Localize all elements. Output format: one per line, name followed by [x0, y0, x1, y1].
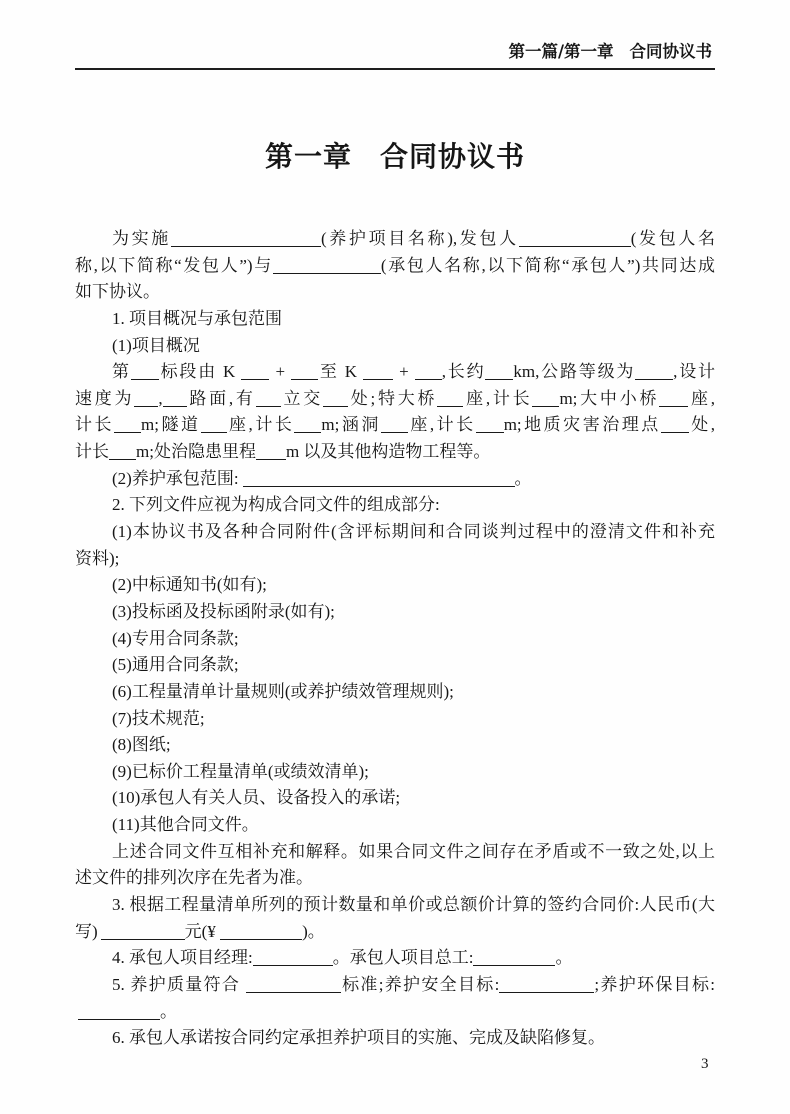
- text-run: 座,: [688, 388, 716, 408]
- text-run: 2. 下列文件应视为构成合同文件的组成部分:: [112, 495, 440, 515]
- project-overview-line: [75, 439, 715, 466]
- text-run: (6)工程量清单计量规则(或养护绩效管理规则);: [112, 681, 454, 701]
- text-run: 标准;养护安全目标:: [340, 974, 500, 994]
- fill-in-blank: [381, 418, 408, 433]
- fill-in-blank: [437, 392, 463, 407]
- header-section: 第一篇/第一章: [508, 42, 614, 61]
- text-run: 元(¥: [184, 921, 221, 941]
- document-body: [75, 226, 715, 1052]
- contract-document-list-item: [75, 706, 715, 733]
- fill-in-blank: [134, 392, 158, 407]
- fill-in-blank: [323, 392, 348, 407]
- fill-in-blank: [499, 978, 594, 993]
- text-run: ,长约: [441, 362, 486, 382]
- text-run: (承包人名称,以下简称“承包人”)共同达成: [380, 255, 715, 275]
- text-run: (11)其他合同文件。: [112, 815, 259, 835]
- quality-targets-line: [75, 972, 715, 999]
- text-run: 。: [555, 948, 573, 968]
- fill-in-blank: [109, 445, 136, 460]
- project-overview-line: [75, 412, 715, 439]
- agreement-intro-line: [75, 279, 715, 306]
- fill-in-blank: [659, 392, 688, 407]
- text-run: km,公路等级为: [513, 362, 636, 382]
- text-run: m;大中小桥: [559, 388, 660, 408]
- text-run: 如下协议。: [75, 282, 160, 302]
- fill-in-blank: [661, 418, 689, 433]
- text-run: m;涵洞: [321, 415, 381, 435]
- fill-in-blank: [243, 472, 515, 487]
- fill-in-blank: [519, 232, 631, 247]
- fill-in-blank: [273, 259, 381, 274]
- section-heading-project-scope: [75, 306, 715, 333]
- header-rule: [75, 68, 715, 70]
- fill-in-blank: [246, 978, 341, 993]
- text-run: 写): [75, 921, 98, 941]
- fill-in-blank: [256, 392, 281, 407]
- text-run: 计长: [75, 442, 109, 462]
- contract-document-list-item: [75, 519, 715, 546]
- text-run: 1. 项目概况与承包范围: [112, 308, 282, 328]
- text-run: m;处治隐患里程: [136, 442, 256, 462]
- text-run: (5)通用合同条款;: [112, 655, 239, 675]
- fill-in-blank: [220, 925, 302, 940]
- title-chapter: 第一章: [264, 140, 352, 173]
- fill-in-blank: [256, 445, 286, 460]
- text-run: 标段由 K: [158, 362, 242, 382]
- fill-in-blank: [294, 418, 321, 433]
- text-run: 6. 承包人承诺按合同约定承担养护项目的实施、完成及缺陷修复。: [112, 1028, 605, 1048]
- text-run: ,设计: [673, 362, 716, 382]
- text-run: 速度为: [75, 388, 135, 408]
- text-run: 。承包人项目总工:: [332, 948, 474, 968]
- fill-in-blank: [291, 365, 318, 380]
- document-precedence-line: [75, 839, 715, 866]
- text-run: 。: [160, 1001, 177, 1021]
- text-run: (2)养护承包范围:: [112, 468, 239, 488]
- text-run: (1)项目概况: [112, 335, 200, 355]
- fill-in-blank: [532, 392, 559, 407]
- text-run: +: [269, 362, 292, 382]
- contract-price-line: [75, 892, 715, 919]
- contract-document-list-item: [75, 599, 715, 626]
- title-name: 合同协议书: [380, 140, 526, 173]
- text-run: 为实施: [112, 229, 171, 248]
- text-run: 座,计长: [463, 388, 533, 408]
- contract-document-list-item: [75, 732, 715, 759]
- fill-in-blank: [253, 951, 333, 966]
- text-run: 座,计长: [226, 415, 295, 435]
- fill-in-blank: [485, 365, 513, 380]
- fill-in-blank: [131, 365, 159, 380]
- text-run: ,: [158, 388, 163, 408]
- text-run: 至 K: [318, 362, 364, 382]
- text-run: (2)中标通知书(如有);: [112, 575, 267, 595]
- text-run: 称,以下简称“发包人”)与: [75, 255, 273, 275]
- text-run: (9)已标价工程量清单(或绩效清单);: [112, 761, 369, 781]
- fill-in-blank: [476, 418, 504, 433]
- text-run: (3)投标函及投标函附录(如有);: [112, 601, 335, 621]
- text-run: (7)技术规范;: [112, 708, 205, 728]
- contract-document-list-item: [75, 759, 715, 786]
- header-chapter-name: 合同协议书: [629, 42, 712, 61]
- text-run: 述文件的排列次序在先者为准。: [75, 868, 313, 888]
- text-run: (8)图纸;: [112, 735, 171, 755]
- document-precedence-line: [75, 865, 715, 892]
- project-overview-line: [75, 386, 715, 413]
- project-manager-line: [75, 945, 715, 972]
- contract-document-list-item: [75, 572, 715, 599]
- fill-in-blank: [171, 232, 321, 247]
- contract-document-list-item: [75, 812, 715, 839]
- fill-in-blank: [201, 418, 227, 433]
- text-run: ;养护环保目标:: [594, 974, 716, 994]
- fill-in-blank: [101, 925, 185, 940]
- fill-in-blank: [415, 365, 442, 380]
- text-run: 座,计长: [407, 415, 476, 435]
- text-run: 第: [112, 362, 131, 382]
- fill-in-blank: [241, 365, 269, 380]
- defect-repair-commitment-line: [75, 1025, 715, 1052]
- fill-in-blank: [114, 418, 141, 433]
- text-run: m;地质灾害治理点: [503, 415, 661, 435]
- fill-in-blank: [635, 365, 673, 380]
- text-run: 资料);: [75, 548, 120, 568]
- text-run: (10)承包人有关人员、设备投入的承诺;: [112, 788, 401, 808]
- text-run: 立交: [280, 388, 323, 408]
- text-run: m;隧道: [141, 415, 201, 435]
- text-run: (发包人名: [630, 229, 716, 248]
- quality-targets-line: [75, 999, 715, 1026]
- text-run: 5. 养护质量符合: [112, 974, 246, 994]
- project-overview-line: [75, 359, 715, 386]
- text-run: m 以及其他构造物工程等。: [285, 442, 491, 462]
- agreement-intro-line: [75, 253, 715, 280]
- text-run: 计长: [75, 415, 115, 435]
- text-run: (1)本协议书及各种合同附件(含评标期间和合同谈判过程中的澄清文件和补充: [112, 522, 715, 542]
- contract-document-list-item: [75, 679, 715, 706]
- contract-document-list-item: [75, 785, 715, 812]
- fill-in-blank: [363, 365, 393, 380]
- contract-document-list-item: [75, 626, 715, 653]
- maintenance-scope-line: [75, 466, 715, 493]
- text-run: 处;特大桥: [347, 388, 438, 408]
- text-run: )。: [302, 921, 325, 941]
- text-run: 。: [514, 468, 532, 488]
- fill-in-blank: [78, 1005, 160, 1020]
- contract-price-line: [75, 919, 715, 946]
- subsection-heading-project-overview: [75, 333, 715, 360]
- text-run: 上述合同文件互相补充和解释。如果合同文件之间存在矛盾或不一致之处,以上: [112, 841, 715, 861]
- text-run: +: [393, 362, 415, 382]
- page-number: 3: [701, 1056, 709, 1072]
- text-run: (4)专用合同条款;: [112, 628, 239, 648]
- page-title: [0, 138, 790, 176]
- text-run: 3. 根据工程量清单所列的预计数量和单价或总额价计算的签约合同价:人民币(大: [112, 895, 715, 915]
- text-run: 处,: [688, 415, 716, 435]
- contract-document-list-item-continued: [75, 546, 715, 573]
- agreement-intro-line: [75, 226, 715, 253]
- contract-document-list-item: [75, 652, 715, 679]
- section-heading-contract-documents: [75, 492, 715, 519]
- fill-in-blank: [473, 951, 555, 966]
- running-header: [508, 40, 712, 64]
- fill-in-blank: [163, 392, 187, 407]
- text-run: 4. 承包人项目经理:: [112, 948, 253, 968]
- text-run: 路面,有: [186, 388, 256, 408]
- text-run: (养护项目名称),发包人: [320, 229, 519, 248]
